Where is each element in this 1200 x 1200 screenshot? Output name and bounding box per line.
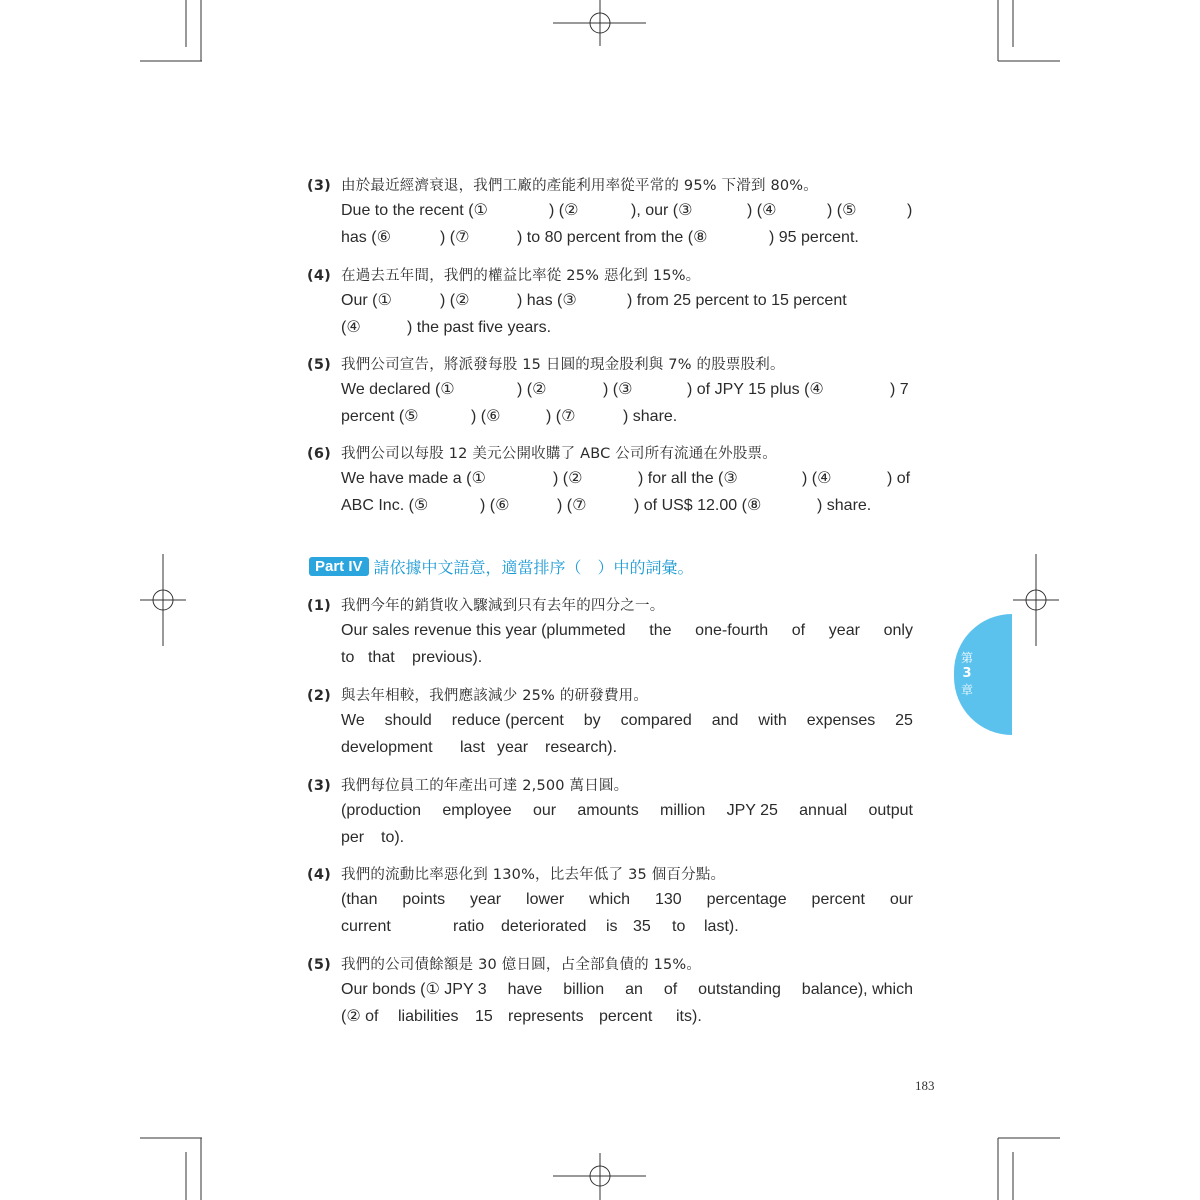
question-en-line: Our sales revenue this year (plummeted the one-fourth of year only	[341, 622, 913, 639]
question-en-line: development last year research).	[341, 738, 618, 756]
question-b3	[307, 776, 917, 851]
question-zh: (4) 在過去五年間，我們的權益比率從 25% 惡化到 15%。	[307, 268, 701, 284]
question-a5	[307, 355, 917, 430]
question-en-line: to that previous).	[341, 648, 483, 666]
question-a4	[307, 266, 917, 341]
question-en-line: current ratio deteriorated is 35 to last).	[341, 917, 739, 935]
question-zh: (6) 我們公司以每股 12 美元公開收購了 ABC 公司所有流通在外股票。	[307, 446, 777, 462]
question-b2	[307, 686, 917, 761]
question-en-line: (than points year lower which 130 percentage percent our	[341, 891, 913, 908]
question-zh: (4) 我們的流動比率惡化到 130%，比去年低了 35 個百分點。	[307, 867, 726, 883]
chapter-tab-number: 3	[962, 666, 972, 681]
question-en-line: We declared (① ) (② ) (③ ) of JPY 15 plus (④ ) 7	[341, 381, 909, 398]
question-en-line: has (⑥ ) (⑦ ) to 80 percent from the (⑧ ) 95 percent.	[341, 228, 859, 246]
question-en-line: (② of liabilities 15 represents percent its).	[341, 1007, 702, 1025]
question-en-line: We have made a (① ) (② ) for all the (③ ) (④ ) of	[341, 470, 911, 487]
chapter-tab-bottom: 章	[960, 683, 973, 697]
question-en-line: Our (① ) (② ) has (③ ) from 25 percent to 15 percent	[341, 292, 847, 309]
question-en-line: (production employee our amounts million JPY 25 annual output	[341, 802, 913, 819]
chapter-tab-top: 第	[960, 651, 973, 665]
question-b1	[307, 596, 917, 671]
question-zh: (3) 由於最近經濟衰退，我們工廠的產能利用率從平常的 95% 下滑到 80%。	[307, 178, 818, 194]
part-iv-heading	[309, 555, 694, 577]
question-b5	[307, 955, 917, 1030]
question-b4	[307, 865, 917, 940]
question-en-line: Due to the recent (① ) (② ), our (③ ) (④ ) (⑤ )	[341, 202, 913, 219]
question-zh: (3) 我們每位員工的年產出可達 2,500 萬日圓。	[307, 778, 629, 794]
question-a3	[307, 176, 917, 251]
question-en-line: (④ ) the past five years.	[341, 318, 552, 336]
question-en-line: Our bonds (① JPY 3 have billion an of outstanding balance), which	[341, 981, 913, 998]
question-en-line: per to).	[341, 828, 405, 846]
question-en-line: We should reduce (percent by compared and with expenses 25	[341, 712, 913, 729]
question-zh: (5) 我們的公司債餘額是 30 億日圓，占全部負債的 15%。	[307, 957, 702, 973]
part-title: 請依據中文語意，適當排序（ ）中的詞彙。	[373, 558, 694, 577]
question-zh: (5) 我們公司宣告，將派發每股 15 日圓的現金股利與 7% 的股票股利。	[307, 357, 785, 373]
question-zh: (1) 我們今年的銷貨收入驟減到只有去年的四分之一。	[307, 598, 665, 614]
page-number: 183	[915, 1078, 935, 1093]
question-en-line: ABC Inc. (⑤ ) (⑥ ) (⑦ ) of US$ 12.00 (⑧ ) share.	[341, 496, 872, 514]
question-zh: (2) 與去年相較，我們應該減少 25% 的研發費用。	[307, 688, 649, 704]
part-badge: Part IV	[309, 557, 369, 576]
question-en-line: percent (⑤ ) (⑥ ) (⑦ ) share.	[341, 407, 678, 425]
question-a6	[307, 444, 917, 519]
